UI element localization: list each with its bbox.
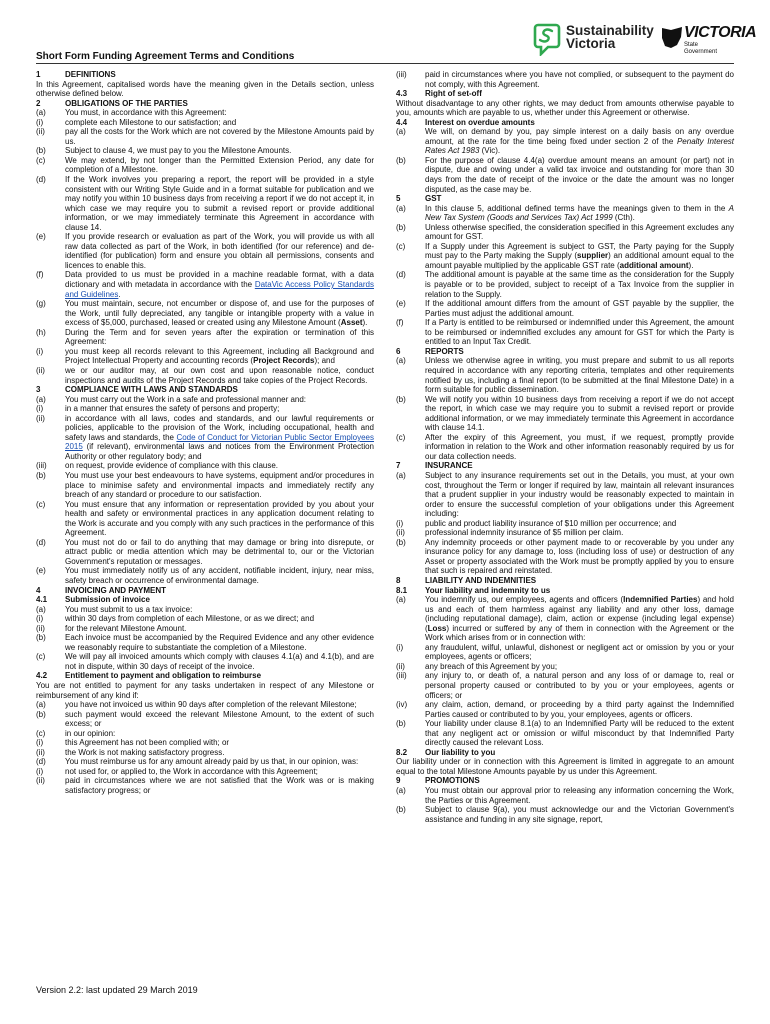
brand-line-1: Sustainability [566, 23, 654, 38]
clause-number: 9 [396, 776, 401, 786]
clause-text: Subject to clause 9(a), you must acknowledge our and the Victorian Government's assistance and funding in any site signage, report, [425, 805, 734, 824]
clause-number: (a) [396, 786, 406, 796]
clause-item [36, 118, 374, 128]
clause-item [396, 662, 734, 672]
clause-number: (d) [396, 270, 406, 280]
gov-sub-line-1: State [684, 42, 699, 48]
clause-number: (i) [396, 642, 404, 652]
clause-item [36, 146, 374, 156]
clause-text: We may extend, by not longer than the Permitted Extension Period, any date for completion of a Milestone. [65, 155, 374, 175]
clause-number: (a) [396, 127, 406, 137]
clause-item [36, 605, 374, 615]
clause-item [396, 786, 734, 805]
clause-number: (ii) [396, 528, 405, 538]
sustainability-victoria-logo-icon [532, 22, 562, 56]
clause-number: (f) [36, 270, 44, 280]
clause-number: (i) [36, 738, 44, 748]
clause-text: we or our auditor may, at our own cost and upon reasonable notice, conduct inspections and audits of the Project Records and take copies of the Project Records. [65, 365, 374, 385]
clause-text: You must immediately notify us of any accident, notifiable incident, injury, near miss, safety breach or occurrence of environmental damage. [65, 566, 374, 585]
clause-number: 1 [36, 70, 41, 79]
clause-item [36, 270, 374, 299]
clause-item [36, 748, 374, 758]
clause-number: (b) [36, 470, 46, 480]
clause-item [396, 643, 734, 662]
clause-text: this Agreement has not been complied with; or [65, 738, 230, 748]
clause-number: (b) [396, 394, 406, 404]
clause-item [396, 538, 734, 576]
clause-item [36, 700, 374, 710]
clause-item [396, 70, 734, 89]
clause-number: (h) [36, 327, 46, 337]
clause-item [396, 299, 734, 318]
clause-item [396, 595, 734, 643]
clause-heading [396, 748, 734, 758]
clause-number: 4 [36, 585, 41, 595]
clause-item [36, 175, 374, 232]
clause-text: within 30 days from completion of each Milestone, or as we direct; and [65, 614, 315, 624]
clause-text: INSURANCE [425, 461, 473, 471]
clause-item [36, 624, 374, 634]
clause-number: (d) [36, 757, 46, 767]
clause-item [36, 633, 374, 652]
clause-item [36, 767, 374, 777]
clause-text: PROMOTIONS [425, 776, 480, 786]
clause-heading [396, 576, 734, 586]
clause-text: any breach of this Agreement by you; [425, 661, 558, 671]
clause-item [396, 395, 734, 433]
clause-item [396, 204, 734, 223]
clause-text: Your liability under clause 8.1(a) to an Indemnified Party will be reduced to the extent that any negligent act or omission or wilful misconduct by that Indemnified Party directly caused the relevant Loss. [425, 719, 734, 748]
clause-item [36, 127, 374, 146]
clause-heading [36, 595, 374, 605]
clause-number: 4.2 [36, 671, 48, 681]
clause-text: In this clause 5, additional defined terms have the meanings given to them in the A New Tax System (Goods and Services Tax) Act 1999 (Cth). [425, 203, 734, 223]
defined-term: Loss [427, 623, 447, 633]
brand-line-2: Victoria [566, 36, 616, 51]
clause-text: If a Supply under this Agreement is subject to GST, the Party paying for the Supply must pay to the Party making the Supply (supplier) an additional amount equal to the amount payable multiplied by the applicable GST rate (additional amount). [425, 241, 735, 270]
clause-heading [396, 776, 734, 786]
clause-number: 4.3 [396, 89, 408, 99]
gov-sub-line-2: Government [684, 49, 718, 55]
clause-text: Our liability to you [425, 747, 496, 757]
clause-text: Right of set-off [425, 89, 482, 99]
clause-item [396, 127, 734, 156]
clause-text: paid in circumstances where you have not complied, or subsequent to the payment do not comply, with this Agreement. [425, 70, 734, 89]
clause-number: (iii) [396, 671, 407, 681]
clause-number: (c) [396, 241, 406, 251]
clause-text: You must obtain our approval prior to releasing any information concerning the Work, the Parties or this Agreement. [425, 786, 734, 805]
policy-link[interactable]: DataVic Access Policy Standards and Guidelines [65, 280, 374, 299]
clause-item [396, 528, 734, 538]
clause-item [36, 471, 374, 500]
clause-number: (b) [396, 222, 406, 232]
clause-item [396, 223, 734, 242]
clause-text: in accordance with all laws, codes and standards, and our lawful requirements or policies, applicable to the provision of the Work, including occupational, health and safety laws and standards, the Code of Conduct for Victorian Public Sector Employees 2015 (if relevant), environmental laws and notices from the Environment Protection Authority or other regulatory body; and [65, 413, 374, 461]
clause-text: in our opinion: [65, 728, 116, 738]
clause-number: (d) [36, 175, 46, 185]
clause-number: 5 [396, 194, 401, 204]
clause-number: (ii) [36, 413, 45, 423]
clause-text: LIABILITY AND INDEMNITIES [425, 575, 537, 585]
clause-item [36, 395, 374, 405]
clause-text: If a Party is entitled to be reimbursed or indemnified under this Agreement, the amount to be reimbursed or indemnified excludes any amount for GST for which the Party is entitled to an Input Tax Credit. [425, 318, 734, 347]
clause-number: (i) [36, 346, 44, 356]
clause-item [396, 318, 734, 347]
government-subtitle [684, 42, 717, 56]
clause-number: (c) [36, 155, 46, 165]
clause-heading [396, 461, 734, 471]
title-divider [36, 63, 734, 64]
defined-term: Asset [340, 318, 363, 328]
clause-item [396, 519, 734, 529]
clause-number: (d) [36, 537, 46, 547]
clause-number: (e) [36, 566, 46, 576]
clause-heading [36, 586, 374, 596]
clause-number: 3 [36, 385, 41, 395]
clause-item [396, 270, 734, 299]
clause-text: Subject to clause 4, we must pay to you the Milestone Amounts. [65, 146, 292, 156]
clause-number: (b) [396, 155, 406, 165]
clause-number: (i) [36, 614, 44, 624]
clause-text: You must ensure that any information or representation provided by you about your health and safety or environmental practices in any application document relating to the Work is accurate and you comply with any such practices in the performance of this Agreement. [65, 499, 374, 538]
defined-term: additional amount [619, 260, 689, 270]
clause-heading [396, 118, 734, 128]
clause-item [36, 710, 374, 729]
clause-item [36, 328, 374, 347]
clause-number: (a) [36, 108, 46, 118]
defined-term: Project Records [253, 356, 315, 366]
clause-item [36, 776, 374, 795]
clause-item [396, 671, 734, 700]
clause-item [36, 404, 374, 414]
clause-number: (iii) [396, 70, 407, 79]
clause-number: 2 [36, 98, 41, 108]
clause-text: For the purpose of clause 4.4(a) overdue amount means an amount (or part) not in dispute, due and owing under a valid tax invoice and outstanding for more than 30 days from the date of receipt of the invoice or the date the amount was no longer disputed, as the case may be. [425, 155, 734, 194]
clause-text: You must, in accordance with this Agreement: [65, 108, 227, 118]
clause-number: (ii) [36, 365, 45, 375]
clause-paragraph: Our liability under or in connection with this Agreement is limited in aggregate to an amount equal to the total Milestone Amounts payable by us under this Agreement. [396, 757, 734, 776]
clause-number: (ii) [36, 747, 45, 757]
clause-text: You must use your best endeavours to have systems, equipment and/or procedures in place to minimise safety and environmental impacts and immediately rectify any breach of any standard or procedure to our satisfaction. [65, 470, 374, 500]
clause-text: Unless otherwise specified, the consideration specified in this Agreement excludes any amount for GST. [425, 222, 734, 242]
clause-item [36, 757, 374, 767]
clause-item [36, 108, 374, 118]
clause-item [36, 299, 374, 328]
clause-number: (e) [396, 299, 406, 309]
clause-number: 6 [396, 346, 401, 356]
clause-text: complete each Milestone to our satisfaction; and [65, 117, 237, 127]
clause-heading [36, 99, 374, 109]
clause-heading [36, 70, 374, 80]
clause-number: (ii) [396, 661, 405, 671]
clause-text: Interest on overdue amounts [425, 117, 535, 127]
clause-number: (b) [36, 146, 46, 156]
clause-text: not used for, or applied to, the Work in accordance with this Agreement; [65, 766, 318, 776]
clause-text: You indemnify us, our employees, agents and officers (Indemnified Parties) and hold us and each of them harmless against any liability and any other loss, damage (including reputational damage), claim, action or expense (including legal expense) (Loss) incurred or suffered by any of them in connection with the Agreement or the Work which arises from or in connection with: [425, 595, 734, 643]
clause-text: for the relevant Milestone Amount. [65, 623, 187, 633]
clause-number: (i) [396, 518, 404, 528]
clause-number: (c) [36, 728, 46, 738]
clause-text: in a manner that ensures the safety of persons and property; [65, 404, 280, 414]
clause-number: (a) [396, 356, 406, 366]
defined-term: supplier [577, 251, 609, 261]
clause-number: (a) [396, 470, 406, 480]
clause-text: If the additional amount differs from the amount of GST payable by the supplier, the Parties must adjust the additional amount. [425, 299, 734, 318]
clause-text: We will, on demand by you, pay simple interest on a daily basis on any overdue amount, at the rate for the time being fixed under section 2 of the Penalty Interest Rates Act 1983 (Vic). [425, 127, 734, 156]
clause-number: (c) [36, 499, 46, 509]
clause-item [396, 356, 734, 394]
clause-number: (b) [396, 537, 406, 547]
clause-item [36, 232, 374, 270]
clause-text: You must maintain, secure, not encumber or dispose of, and use for the purposes of the Work, until fully depreciated, any tangible or intangible property with a value in excess of $5,000, purchased, leased or created using any Milestone Amount (Asset). [65, 299, 374, 328]
clause-number: (i) [36, 117, 44, 127]
clause-number: 4.1 [36, 595, 48, 605]
clause-heading [36, 385, 374, 395]
clause-text: on request, provide evidence of compliance with this clause. [65, 461, 279, 471]
clause-text: Submission of invoice [65, 595, 150, 605]
clause-text: Any indemnity proceeds or other payment made to or recoverable by you under any insurance policy for any damage to, loss (including loss of use) or destruction of any Asset or property associated with the Work must be promptly applied by you to ensure that such is repaired and reinstated. [425, 537, 734, 576]
clause-text: Each invoice must be accompanied by the Required Evidence and any other evidence we reasonably require to substantiate the completion of a Milestone. [65, 633, 374, 652]
clause-number: 8.1 [396, 585, 408, 595]
act-title: Penalty Interest Rates Act 1983 [425, 136, 734, 156]
clause-text: Entitlement to payment and obligation to reimburse [65, 671, 262, 681]
clause-number: 8.2 [396, 747, 408, 757]
clause-text: Data provided to us must be provided in a machine readable format, with a data dictionary and with metadata in accordance with the DataVic Access Policy Standards and Guidelines. [65, 270, 374, 299]
clause-number: (b) [36, 633, 46, 643]
clause-paragraph: Without disadvantage to any other rights, we may deduct from amounts otherwise payable to you, amounts which are payable to us, whether under this Agreement or otherwise. [396, 98, 734, 118]
clause-paragraph: You are not entitled to payment for any tasks undertaken in respect of any Milestone or reimbursement of any kind if: [36, 681, 374, 700]
clause-text: We will notify you within 10 business days from receiving a report if we do not accept the report, in which case we may require you to submit a revised report or provide additional information, or we may immediately terminate this Agreement in accordance with clause 14.1. [425, 394, 734, 433]
clause-number: (ii) [36, 776, 45, 786]
clause-item [36, 652, 374, 671]
clause-number: (ii) [36, 127, 45, 137]
clause-number: (e) [36, 232, 46, 242]
clause-text: you must keep all records relevant to this Agreement, including all Background and Project Intellectual Property and accounting records (Project Records); and [65, 346, 374, 366]
clause-item [396, 700, 734, 719]
clause-text: During the Term and for seven years after the expiration or termination of this Agreement: [65, 327, 374, 347]
clause-item [396, 433, 734, 462]
clause-number: (ii) [36, 623, 45, 633]
clause-text: any fraudulent, wilful, unlawful, dishonest or negligent act or omission by you or your employees, agents or officers; [425, 642, 734, 662]
clause-text: pay all the costs for the Work which are not covered by the Milestone Amounts paid by us. [65, 127, 374, 146]
clause-text: You must submit to us a tax invoice: [65, 604, 193, 614]
clause-number: (i) [36, 766, 44, 776]
clause-number: (c) [36, 652, 46, 662]
clause-text: We will pay all invoiced amounts which comply with clauses 4.1(a) and 4.1(b), and are not in dispute, within 30 days of receipt of the invoice. [65, 652, 374, 671]
clause-item [396, 156, 734, 194]
clause-text: DEFINITIONS [65, 70, 116, 79]
clause-number: (a) [36, 394, 46, 404]
clause-text: INVOICING AND PAYMENT [65, 585, 167, 595]
clause-text: You must reimburse us for any amount already paid by us that, in our opinion, was: [65, 757, 359, 767]
version-footer: Version 2.2: last updated 29 March 2019 [36, 985, 198, 995]
clause-number: (c) [396, 432, 406, 442]
clause-text: If you provide research or evaluation as part of the Work, you will provide us with all raw data collected as part of the Work, in both identified (for our reference) and de-identified (for publication) form and ensure you obtain all permissions, consents and licences to enable this. [65, 232, 374, 270]
clause-heading [36, 671, 374, 681]
clause-text: Unless we otherwise agree in writing, you must prepare and submit to us all reports required in accordance with any reporting criteria, templates and other requirements notified by us, including a final report (to be submitted at the final Milestone Date) in a form suitable for public dissemination. [425, 356, 734, 395]
clause-text: Subject to any insurance requirements set out in the Details, you must, at your own cost, throughout the Term or longer if required by law, maintain all relevant insurances that a prudent supplier in your industry would be reasonably expected to maintain in order to ensure the successful completion of your obligations under this Agreement including: [425, 470, 734, 519]
clause-item [396, 719, 734, 748]
clause-number: (b) [36, 709, 46, 719]
clause-item [396, 471, 734, 519]
clause-number: (b) [396, 719, 406, 729]
clause-item [36, 538, 374, 567]
clause-text: You must not do or fail to do anything that may damage or bring into disrepute, or attract public or media attention which may be detrimental to, our or the Victorian Government's reputation or messages. [65, 537, 374, 566]
clause-item [36, 414, 374, 462]
clause-number: (a) [36, 700, 46, 710]
right-column [396, 70, 734, 824]
clause-paragraph: In this Agreement, capitalised words have the meaning given in the Details section, unless otherwise defined below. [36, 79, 374, 99]
clause-number: 7 [396, 461, 401, 471]
clause-number: (i) [36, 404, 44, 414]
clause-text: REPORTS [425, 346, 464, 356]
clause-item [36, 366, 374, 385]
clause-item [36, 738, 374, 748]
clause-number: (a) [36, 604, 46, 614]
clause-number: (iv) [396, 700, 408, 710]
clause-number: (iii) [36, 461, 47, 471]
clause-text: GST [425, 194, 442, 204]
clause-number: (b) [396, 805, 406, 815]
clause-heading [396, 347, 734, 357]
clause-text: public and product liability insurance of $10 million per occurrence; and [425, 518, 677, 528]
clause-item [396, 805, 734, 824]
clause-text: Your liability and indemnity to us [425, 585, 551, 595]
clause-heading [396, 586, 734, 596]
clause-text: paid in circumstances where we are not satisfied that the Work was or is making satisfactory progress; or [65, 776, 374, 796]
clause-text: the Work is not making satisfactory progress. [65, 747, 225, 757]
clause-number: 8 [396, 575, 401, 585]
left-column [36, 70, 374, 796]
clause-number: (a) [396, 595, 406, 605]
defined-term: Indemnified Parties [623, 595, 698, 605]
clause-heading [396, 89, 734, 99]
page-title: Short Form Funding Agreement Terms and Conditions [36, 51, 295, 62]
victoria-state-map-icon [660, 24, 684, 58]
clause-item [396, 242, 734, 271]
clause-text: you have not invoiced us within 90 days after completion of the relevant Milestone; [65, 700, 357, 710]
brand-name [566, 24, 654, 50]
clause-text: COMPLIANCE WITH LAWS AND STANDARDS [65, 385, 238, 395]
clause-number: 4.4 [396, 117, 408, 127]
clause-text: The additional amount is payable at the same time as the consideration for the Supply is payable or to be provided, subject to receipt of a Tax Invoice from the supplier in relation to the Supply. [425, 270, 734, 299]
clause-text: such payment would exceed the relevant Milestone Amount, to the extent of such excess; or [65, 709, 374, 729]
clause-text: professional indemnity insurance of $5 million per claim. [425, 528, 624, 538]
clause-text: any claim, action, demand, or proceeding by a third party against the Indemnified Parties caused or contributed to by you, your employees, agents or officers. [425, 700, 734, 719]
clause-text: You must carry out the Work in a safe and professional manner and: [65, 394, 307, 404]
clause-heading [396, 194, 734, 204]
clause-item [36, 500, 374, 538]
clause-text: OBLIGATIONS OF THE PARTIES [65, 98, 188, 108]
clause-text: After the expiry of this Agreement, you must, if we request, promptly provide information in relation to the Work and other information reasonably required by us for our data collection needs. [425, 432, 734, 461]
policy-link[interactable]: Code of Conduct for Victorian Public Sector Employees 2015 [65, 432, 374, 452]
clause-item [36, 566, 374, 585]
clause-item [36, 461, 374, 471]
clause-item [36, 614, 374, 624]
act-title: A New Tax System (Goods and Services Tax) Act 1999 [425, 203, 734, 223]
clause-text: If the Work involves you preparing a report, the report will be provided in a style consistent with our Writing Style Guide and in a format suitable for publication and we may notify you within 10 business days from receiving a report if we do not accept it, in which case we may require you to submit a revised report or provide additional information, or we may immediately terminate this Agreement in accordance with clause 14. [65, 175, 374, 232]
clause-number: (f) [396, 318, 404, 328]
clause-item [36, 156, 374, 175]
clause-number: (g) [36, 299, 46, 309]
clause-item [36, 729, 374, 739]
government-wordmark: VICTORIA [684, 24, 757, 41]
clause-text: any injury to, or death of, a natural person and any loss of or damage to, real or personal property caused or contributed to by you or your employees, agents or officers; or [425, 671, 734, 700]
clause-number: (a) [396, 203, 406, 213]
clause-item [36, 347, 374, 366]
